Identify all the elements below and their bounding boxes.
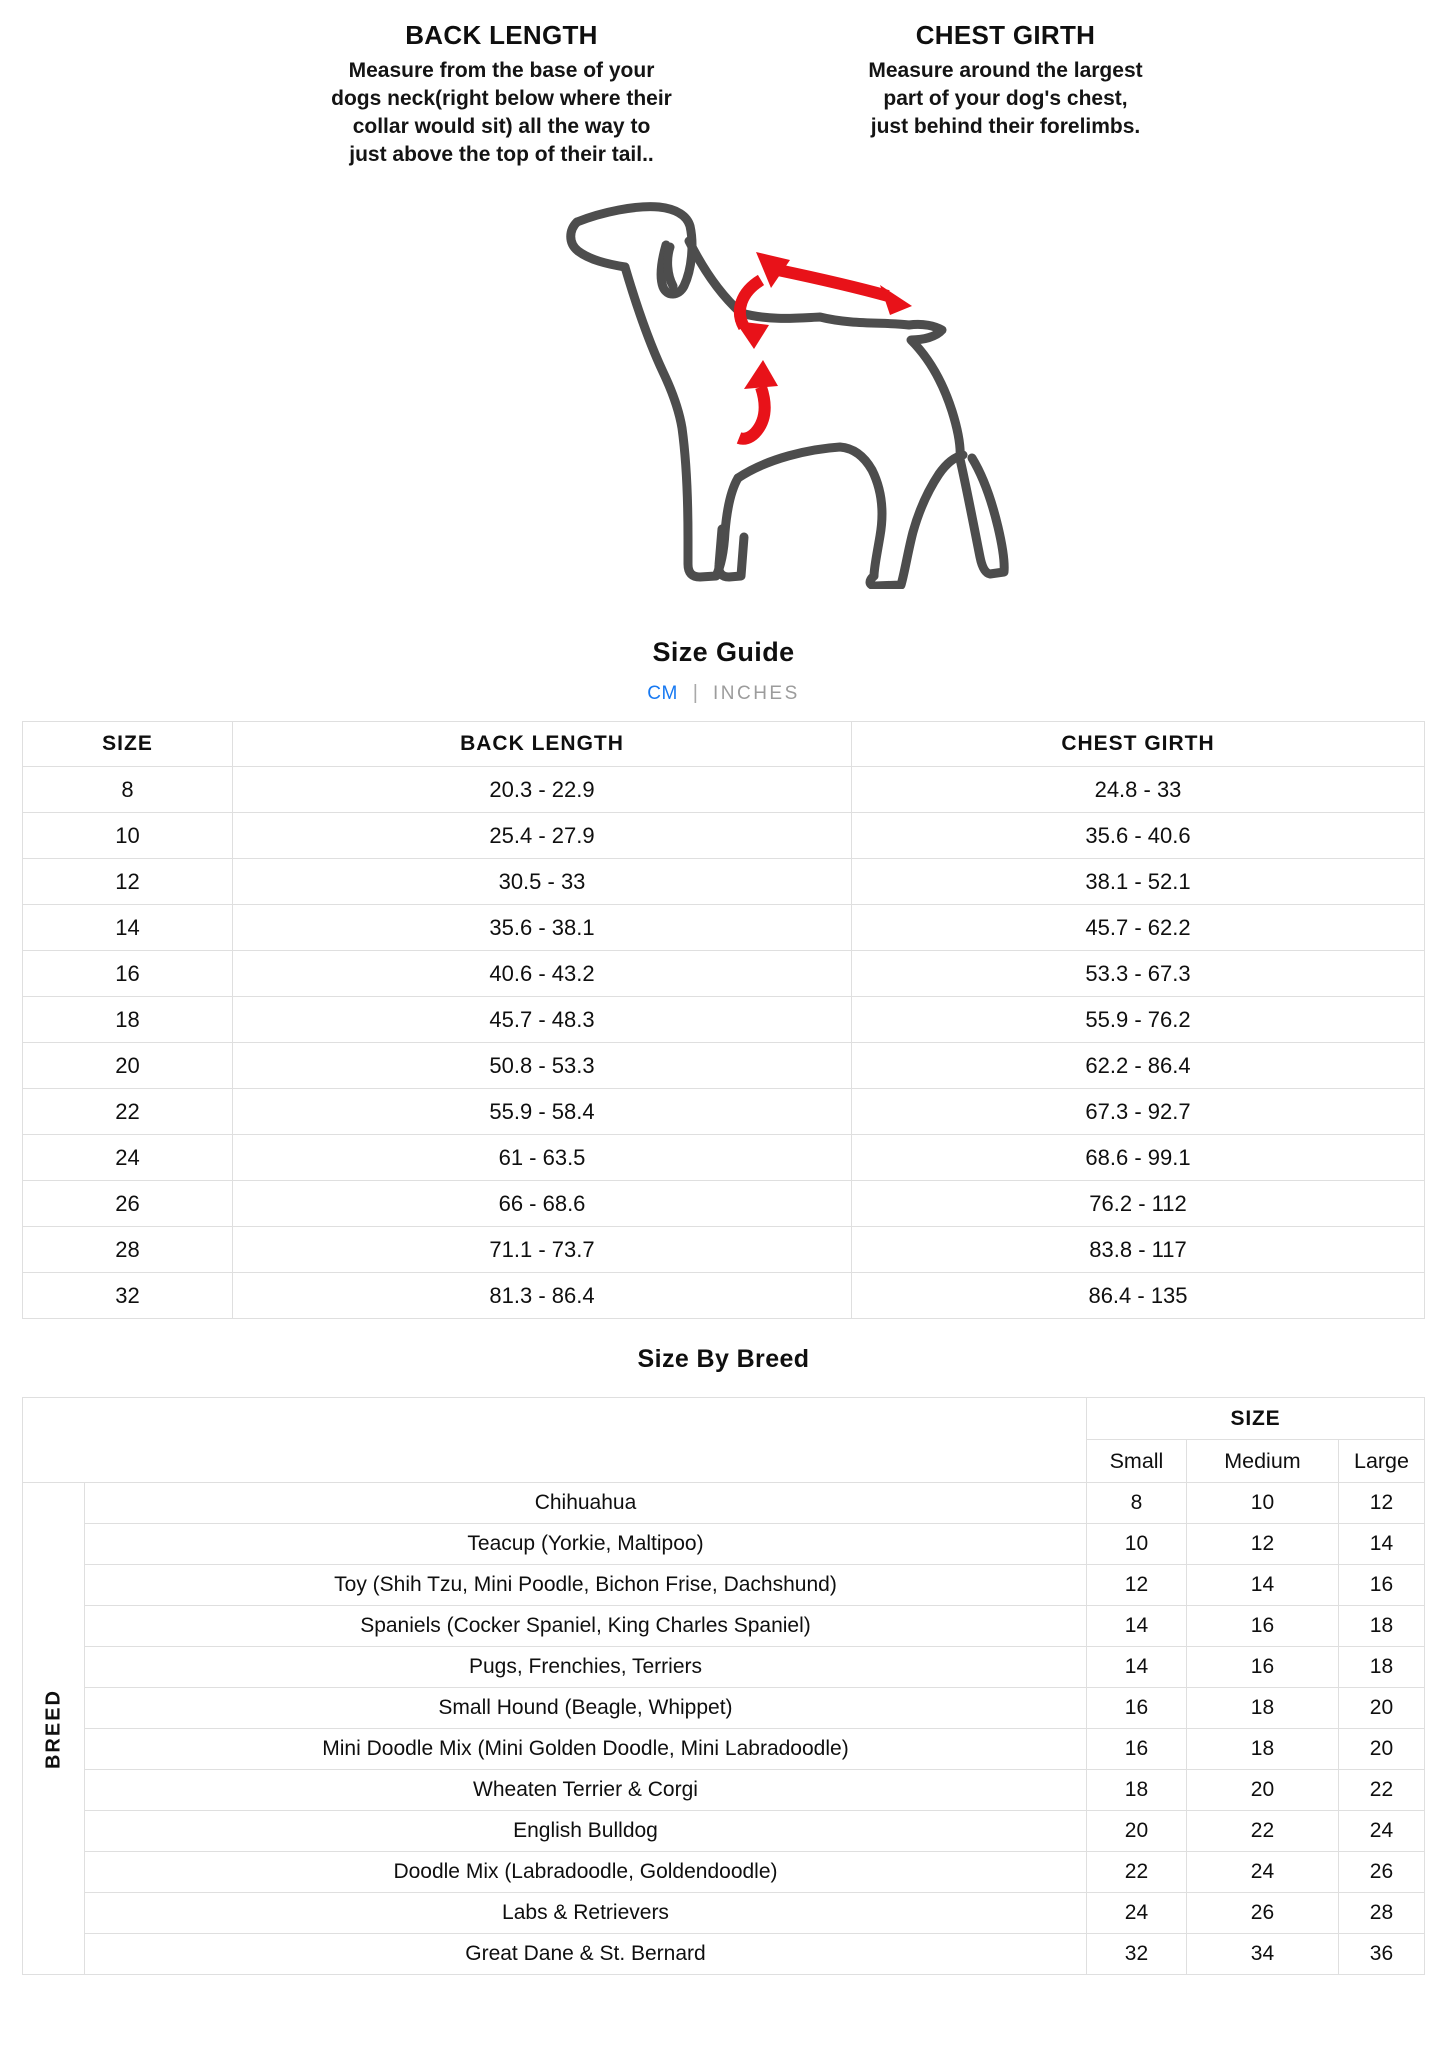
chest-girth-cell: 45.7 - 62.2	[852, 905, 1425, 951]
breed-small-cell: 32	[1086, 1934, 1186, 1975]
size-column-header: SIZE	[23, 722, 233, 767]
chest-girth-cell: 53.3 - 67.3	[852, 951, 1425, 997]
size-cell: 12	[23, 859, 233, 905]
size-by-breed-title: Size By Breed	[637, 1345, 810, 1373]
back-length-cell: 66 - 68.6	[233, 1181, 852, 1227]
breed-large-cell: 18	[1338, 1647, 1424, 1688]
breed-name-cell: Mini Doodle Mix (Mini Golden Doodle, Mini Labradoodle)	[85, 1729, 1087, 1770]
breed-table-row	[23, 1729, 1425, 1770]
size-cell: 8	[23, 767, 233, 813]
back-length-cell: 35.6 - 38.1	[233, 905, 852, 951]
breed-name-cell: Doodle Mix (Labradoodle, Goldendoodle)	[85, 1852, 1087, 1893]
breed-table-row	[23, 1483, 1425, 1524]
breed-table-row	[23, 1852, 1425, 1893]
unit-inches-button[interactable]: INCHES	[712, 682, 800, 704]
chest-girth-cell: 35.6 - 40.6	[852, 813, 1425, 859]
size-table-row	[23, 859, 1425, 905]
breed-small-cell: 18	[1086, 1770, 1186, 1811]
breed-name-cell: Wheaten Terrier & Corgi	[85, 1770, 1087, 1811]
unit-toggle-divider: |	[692, 682, 698, 704]
description-line: collar would sit) all the way to	[352, 115, 651, 138]
back-length-cell: 55.9 - 58.4	[233, 1089, 852, 1135]
breed-axis-label: BREED	[42, 1688, 64, 1769]
breed-small-cell: 22	[1086, 1852, 1186, 1893]
size-table-row	[23, 1089, 1425, 1135]
chest-girth-arrow	[735, 280, 778, 439]
back-length-cell: 30.5 - 33	[233, 859, 852, 905]
breed-name-cell: Teacup (Yorkie, Maltipoo)	[85, 1524, 1087, 1565]
size-table-row	[23, 905, 1425, 951]
breed-large-cell: 26	[1338, 1852, 1424, 1893]
medium-column-header: Medium	[1186, 1440, 1338, 1483]
chest-girth-cell: 24.8 - 33	[852, 767, 1425, 813]
breed-table-row	[23, 1811, 1425, 1852]
breed-large-cell: 16	[1338, 1565, 1424, 1606]
chest-girth-cell: 83.8 - 117	[852, 1227, 1425, 1273]
chest-girth-instruction	[786, 16, 1226, 169]
breed-name-cell: Spaniels (Cocker Spaniel, King Charles Spaniel)	[85, 1606, 1087, 1647]
size-cell: 16	[23, 951, 233, 997]
large-column-header: Large	[1338, 1440, 1424, 1483]
breed-name-cell: Pugs, Frenchies, Terriers	[85, 1647, 1087, 1688]
breed-medium-cell: 18	[1186, 1688, 1338, 1729]
size-cell: 22	[23, 1089, 233, 1135]
breed-name-cell: English Bulldog	[85, 1811, 1087, 1852]
chest-girth-cell: 55.9 - 76.2	[852, 997, 1425, 1043]
description-line: Measure around the largest	[868, 59, 1143, 82]
size-cell: 10	[23, 813, 233, 859]
breed-medium-cell: 14	[1186, 1565, 1338, 1606]
breed-medium-cell: 12	[1186, 1524, 1338, 1565]
breed-table-row	[23, 1688, 1425, 1729]
breed-large-cell: 14	[1338, 1524, 1424, 1565]
breed-medium-cell: 24	[1186, 1852, 1338, 1893]
back-length-cell: 81.3 - 86.4	[233, 1273, 852, 1319]
breed-small-cell: 16	[1086, 1729, 1186, 1770]
back-length-cell: 61 - 63.5	[233, 1135, 852, 1181]
breed-name-cell: Toy (Shih Tzu, Mini Poodle, Bichon Frise, Dachshund)	[85, 1565, 1087, 1606]
breed-table-body	[23, 1483, 1425, 1975]
breed-medium-cell: 18	[1186, 1729, 1338, 1770]
size-table-row	[23, 1181, 1425, 1227]
breed-medium-cell: 20	[1186, 1770, 1338, 1811]
size-table-header-row	[23, 722, 1425, 767]
dog-illustration-area	[0, 169, 1447, 615]
breed-large-cell: 22	[1338, 1770, 1424, 1811]
description-line: dogs neck(right below where their	[331, 87, 672, 110]
breed-table-row	[23, 1524, 1425, 1565]
back-length-cell: 20.3 - 22.9	[233, 767, 852, 813]
breed-medium-cell: 34	[1186, 1934, 1338, 1975]
size-cell: 14	[23, 905, 233, 951]
breed-medium-cell: 16	[1186, 1606, 1338, 1647]
size-cell: 18	[23, 997, 233, 1043]
dog-measurement-illustration	[552, 199, 1022, 589]
chest-girth-cell: 86.4 - 135	[852, 1273, 1425, 1319]
breed-size-header: SIZE	[1086, 1398, 1424, 1440]
chest-girth-cell: 76.2 - 112	[852, 1181, 1425, 1227]
breed-name-cell: Labs & Retrievers	[85, 1893, 1087, 1934]
back-length-instruction	[282, 16, 722, 169]
back-length-cell: 45.7 - 48.3	[233, 997, 852, 1043]
breed-axis-cell	[23, 1483, 85, 1975]
breed-large-cell: 20	[1338, 1729, 1424, 1770]
breed-name-cell: Chihuahua	[85, 1483, 1087, 1524]
unit-cm-button[interactable]: CM	[647, 682, 678, 704]
breed-table-corner-cell	[23, 1398, 1087, 1483]
breed-medium-cell: 26	[1186, 1893, 1338, 1934]
description-line: just above the top of their tail..	[349, 143, 654, 166]
back-length-column-header: BACK LENGTH	[233, 722, 852, 767]
breed-small-cell: 12	[1086, 1565, 1186, 1606]
unit-toggle	[0, 682, 1447, 705]
size-table-row	[23, 1273, 1425, 1319]
chest-girth-cell: 68.6 - 99.1	[852, 1135, 1425, 1181]
back-length-cell: 50.8 - 53.3	[233, 1043, 852, 1089]
chest-girth-cell: 38.1 - 52.1	[852, 859, 1425, 905]
size-cell: 20	[23, 1043, 233, 1089]
breed-table-row	[23, 1934, 1425, 1975]
breed-small-cell: 24	[1086, 1893, 1186, 1934]
breed-large-cell: 20	[1338, 1688, 1424, 1729]
size-table-row	[23, 813, 1425, 859]
size-table	[22, 721, 1425, 1319]
size-cell: 28	[23, 1227, 233, 1273]
size-table-row	[23, 1135, 1425, 1181]
breed-table-row	[23, 1606, 1425, 1647]
breed-medium-cell: 10	[1186, 1483, 1338, 1524]
size-cell: 32	[23, 1273, 233, 1319]
description-line: part of your dog's chest,	[883, 87, 1128, 110]
breed-medium-cell: 16	[1186, 1647, 1338, 1688]
back-length-description	[282, 57, 722, 169]
size-table-row	[23, 997, 1425, 1043]
size-table-row	[23, 1227, 1425, 1273]
breed-name-cell: Small Hound (Beagle, Whippet)	[85, 1688, 1087, 1729]
breed-table	[22, 1397, 1425, 1975]
description-line: just behind their forelimbs.	[870, 115, 1141, 138]
back-length-cell: 40.6 - 43.2	[233, 951, 852, 997]
chest-girth-description	[786, 57, 1226, 141]
breed-large-cell: 24	[1338, 1811, 1424, 1852]
breed-small-cell: 14	[1086, 1606, 1186, 1647]
back-length-cell: 25.4 - 27.9	[233, 813, 852, 859]
size-cell: 26	[23, 1181, 233, 1227]
chest-girth-column-header: CHEST GIRTH	[852, 722, 1425, 767]
small-column-header: Small	[1086, 1440, 1186, 1483]
breed-table-row	[23, 1565, 1425, 1606]
breed-medium-cell: 22	[1186, 1811, 1338, 1852]
breed-small-cell: 14	[1086, 1647, 1186, 1688]
size-table-row	[23, 1043, 1425, 1089]
back-length-title: BACK LENGTH	[405, 20, 598, 50]
breed-table-row	[23, 1770, 1425, 1811]
measure-instructions	[30, 0, 1447, 169]
size-cell: 24	[23, 1135, 233, 1181]
size-table-row	[23, 951, 1425, 997]
description-line: Measure from the base of your	[348, 59, 655, 82]
breed-small-cell: 10	[1086, 1524, 1186, 1565]
chest-girth-cell: 67.3 - 92.7	[852, 1089, 1425, 1135]
breed-large-cell: 18	[1338, 1606, 1424, 1647]
back-length-cell: 71.1 - 73.7	[233, 1227, 852, 1273]
breed-table-row	[23, 1647, 1425, 1688]
breed-small-cell: 16	[1086, 1688, 1186, 1729]
size-table-row	[23, 767, 1425, 813]
breed-table-size-header-row	[23, 1398, 1425, 1440]
breed-table-row	[23, 1893, 1425, 1934]
back-length-arrow	[756, 252, 912, 315]
chest-girth-cell: 62.2 - 86.4	[852, 1043, 1425, 1089]
size-table-body	[23, 767, 1425, 1319]
breed-large-cell: 28	[1338, 1893, 1424, 1934]
size-guide-title: Size Guide	[652, 637, 795, 667]
breed-small-cell: 8	[1086, 1483, 1186, 1524]
breed-name-cell: Great Dane & St. Bernard	[85, 1934, 1087, 1975]
chest-girth-title: CHEST GIRTH	[915, 20, 1096, 50]
breed-large-cell: 12	[1338, 1483, 1424, 1524]
breed-large-cell: 36	[1338, 1934, 1424, 1975]
breed-small-cell: 20	[1086, 1811, 1186, 1852]
